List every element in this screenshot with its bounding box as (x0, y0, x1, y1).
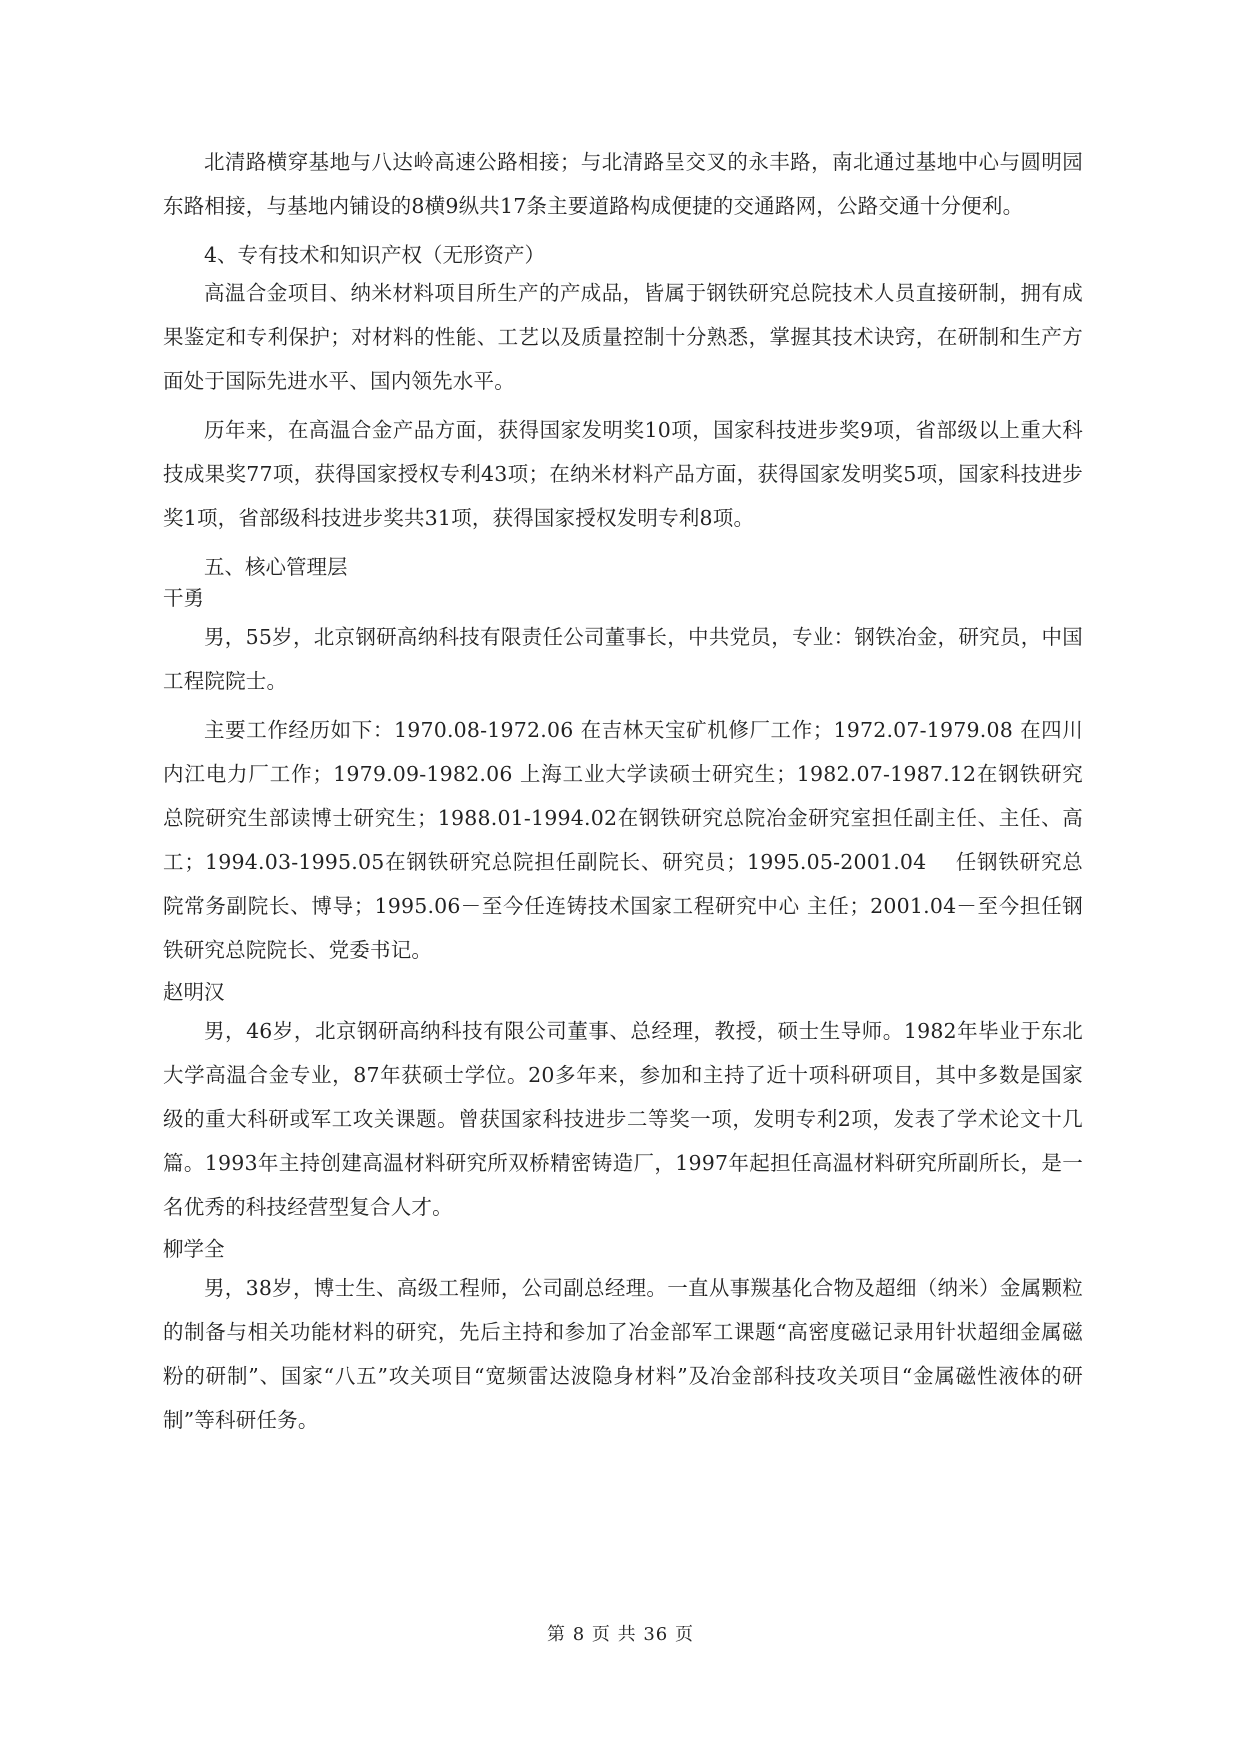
section-heading-management: 五、核心管理层 (204, 555, 348, 579)
person-name-1: 干勇 (163, 586, 204, 610)
paragraph-products: 高温合金项目、纳米材料项目所生产的产成品，皆属于钢铁研究总院技术人员直接研制，拥有成果鉴定和专利保护；对材料的性能、工艺以及质量控制十分熟悉，掌握其技术诀窍，在研制和生产方面处于国际先进水平、国内领先水平。 (163, 281, 1083, 393)
paragraph-transport: 北清路横穿基地与八达岭高速公路相接；与北清路呈交叉的永丰路，南北通过基地中心与圆明园东路相接，与基地内铺设的8横9纵共17条主要道路构成便捷的交通路网，公路交通十分便利。 (163, 150, 1083, 218)
page-number-footer: 第 8 页 共 36 页 (547, 1624, 694, 1645)
person-1-summary: 男，55岁，北京钢研高纳科技有限责任公司董事长，中共党员，专业：钢铁冶金，研究员，中国工程院院士。 (163, 625, 1083, 693)
page-body (163, 140, 1083, 1447)
person-1-career: 主要工作经历如下：1970.08-1972.06 在吉林天宝矿机修厂工作；1972.07-1979.08 在四川内江电力厂工作；1979.09-1982.06 上海工业大学读硕士研究生；1982.07-1987.12在钢铁研究总院研究生部读博士研究生；1988.01-1994.02在钢铁研究总院冶金研究室担任副主任、主任、高工；1994.03-1995.05在钢铁研究总院担任副院长、研究员；1995.05-2001.04 任钢铁研究总院常务副院长、博导；1995.06－至今任连铸技术国家工程研究中心 主任；2001.04－至今担任钢铁研究总院院长、党委书记。 (163, 718, 1083, 962)
person-name-2: 赵明汉 (163, 980, 225, 1004)
person-name-3: 柳学全 (163, 1237, 225, 1261)
paragraph-awards: 历年来，在高温合金产品方面，获得国家发明奖10项，国家科技进步奖9项，省部级以上重大科技成果奖77项，获得国家授权专利43项；在纳米材料产品方面，获得国家发明奖5项，国家科技进步奖1项，省部级科技进步奖共31项，获得国家授权发明专利8项。 (163, 418, 1083, 530)
person-2-summary: 男，46岁，北京钢研高纳科技有限公司董事、总经理，教授，硕士生导师。1982年毕业于东北大学高温合金专业，87年获硕士学位。20多年来，参加和主持了近十项科研项目，其中多数是国家级的重大科研或军工攻关课题。曾获国家科技进步二等奖一项，发明专利2项，发表了学术论文十几篇。1993年主持创建高温材料研究所双桥精密铸造厂，1997年起担任高温材料研究所副所长，是一名优秀的科技经营型复合人才。 (163, 1019, 1083, 1219)
section-heading-ip: 4、专有技术和知识产权（无形资产） (204, 243, 546, 267)
person-3-summary: 男，38岁，博士生、高级工程师，公司副总经理。一直从事羰基化合物及超细（纳米）金属颗粒的制备与相关功能材料的研究，先后主持和参加了冶金部军工课题“高密度磁记录用针状超细金属磁粉的研制”、国家“八五”攻关项目“宽频雷达波隐身材料”及冶金部科技攻关项目“金属磁性液体的研制”等科研任务。 (163, 1276, 1083, 1432)
